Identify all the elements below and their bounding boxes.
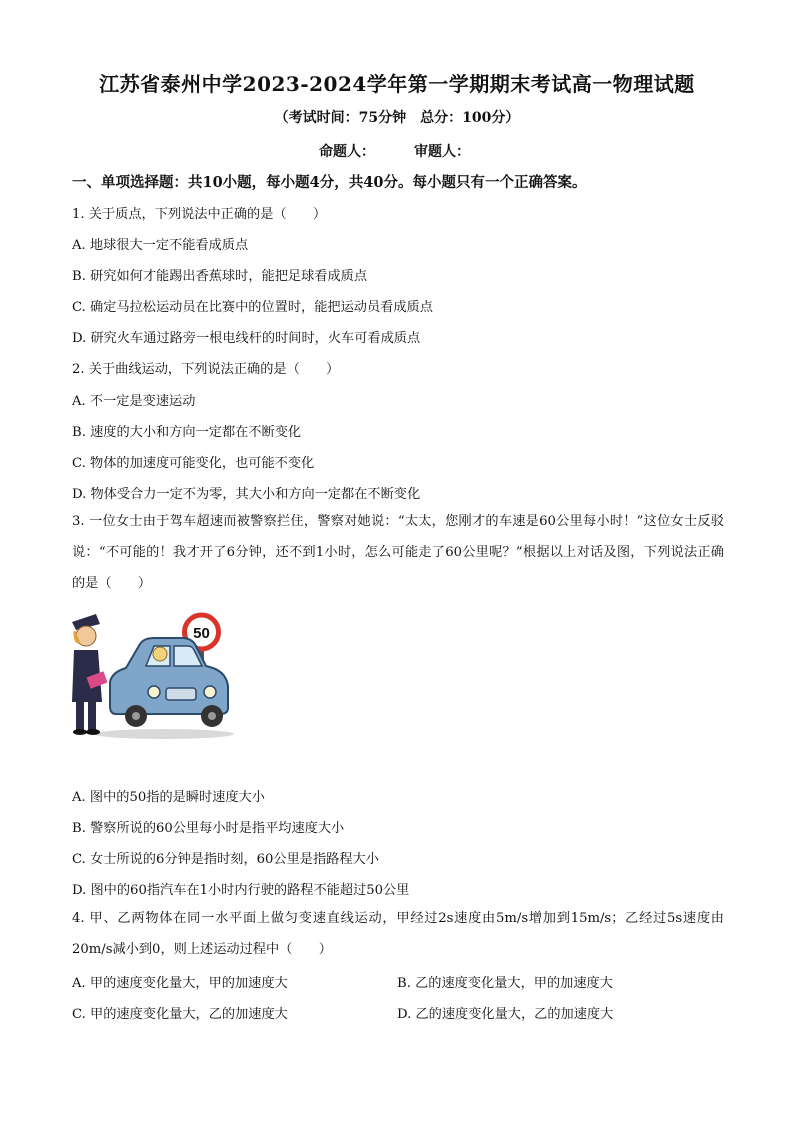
- speed-limit-number: 50: [193, 625, 210, 642]
- question-1-option-a: A. 地球很大一定不能看成质点: [72, 238, 249, 253]
- reviewer-label: 审题人：: [414, 144, 470, 160]
- question-2-option-c: C. 物体的加速度可能变化，也可能不变化: [72, 456, 315, 471]
- exam-subtitle: （考试时间：75分钟 总分：100分）: [274, 110, 520, 126]
- question-4-stem: 4. 甲、乙两物体在同一水平面上做匀变速直线运动，甲经过2s速度由5m/s增加到15m/s；乙经过5s速度由20m/s减小到0，则上述运动过程中（ ）: [72, 911, 724, 957]
- question-2-option-b: B. 速度的大小和方向一定都在不断变化: [72, 425, 302, 440]
- question-4-option-d: D. 乙的速度变化量大，乙的加速度大: [397, 1007, 614, 1022]
- section-heading: 一、单项选择题：共10小题，每小题4分，共40分。每小题只有一个正确答案。: [72, 174, 587, 191]
- question-1-option-c: C. 确定马拉松运动员在比赛中的位置时，能把运动员看成质点: [72, 300, 433, 315]
- question-4-option-c: C. 甲的速度变化量大，乙的加速度大: [72, 1007, 288, 1022]
- question-1-stem: 1. 关于质点，下列说法中正确的是（ ）: [72, 207, 327, 222]
- question-1-option-b: B. 研究如何才能踢出香蕉球时，能把足球看成质点: [72, 269, 368, 284]
- question-4-option-b: B. 乙的速度变化量大，甲的加速度大: [397, 976, 613, 991]
- question-2-option-d: D. 物体受合力一定不为零，其大小和方向一定都在不断变化: [72, 487, 421, 502]
- exam-title: 江苏省泰州中学2023-2024学年第一学期期末考试高一物理试题: [99, 72, 695, 96]
- police-car-illustration: [66, 602, 236, 744]
- question-3-option-c: C. 女士所说的6分钟是指时刻，60公里是指路程大小: [72, 852, 379, 867]
- proposer-label: 命题人：: [319, 144, 375, 160]
- question-1-option-d: D. 研究火车通过路旁一根电线杆的时间时，火车可看成质点: [72, 331, 421, 346]
- question-2-option-a: A. 不一定是变速运动: [72, 394, 196, 409]
- question-3-option-d: D. 图中的60指汽车在1小时内行驶的路程不能超过50公里: [72, 883, 410, 898]
- question-3-option-b: B. 警察所说的60公里每小时是指平均速度大小: [72, 821, 345, 836]
- question-3-stem: 3. 一位女士由于驾车超速而被警察拦住，警察对她说：“太太，您刚才的车速是60公里每小时！”这位女士反驳说：“不可能的！我才开了6分钟，还不到1小时，怎么可能走了60公里呢？”根据以上对话及图，下列说法正确的是（ ）: [72, 514, 724, 591]
- question-2-stem: 2. 关于曲线运动，下列说法正确的是（ ）: [72, 362, 340, 377]
- question-3-option-a: A. 图中的50指的是瞬时速度大小: [72, 790, 265, 805]
- question-4-option-a: A. 甲的速度变化量大，甲的加速度大: [72, 976, 288, 991]
